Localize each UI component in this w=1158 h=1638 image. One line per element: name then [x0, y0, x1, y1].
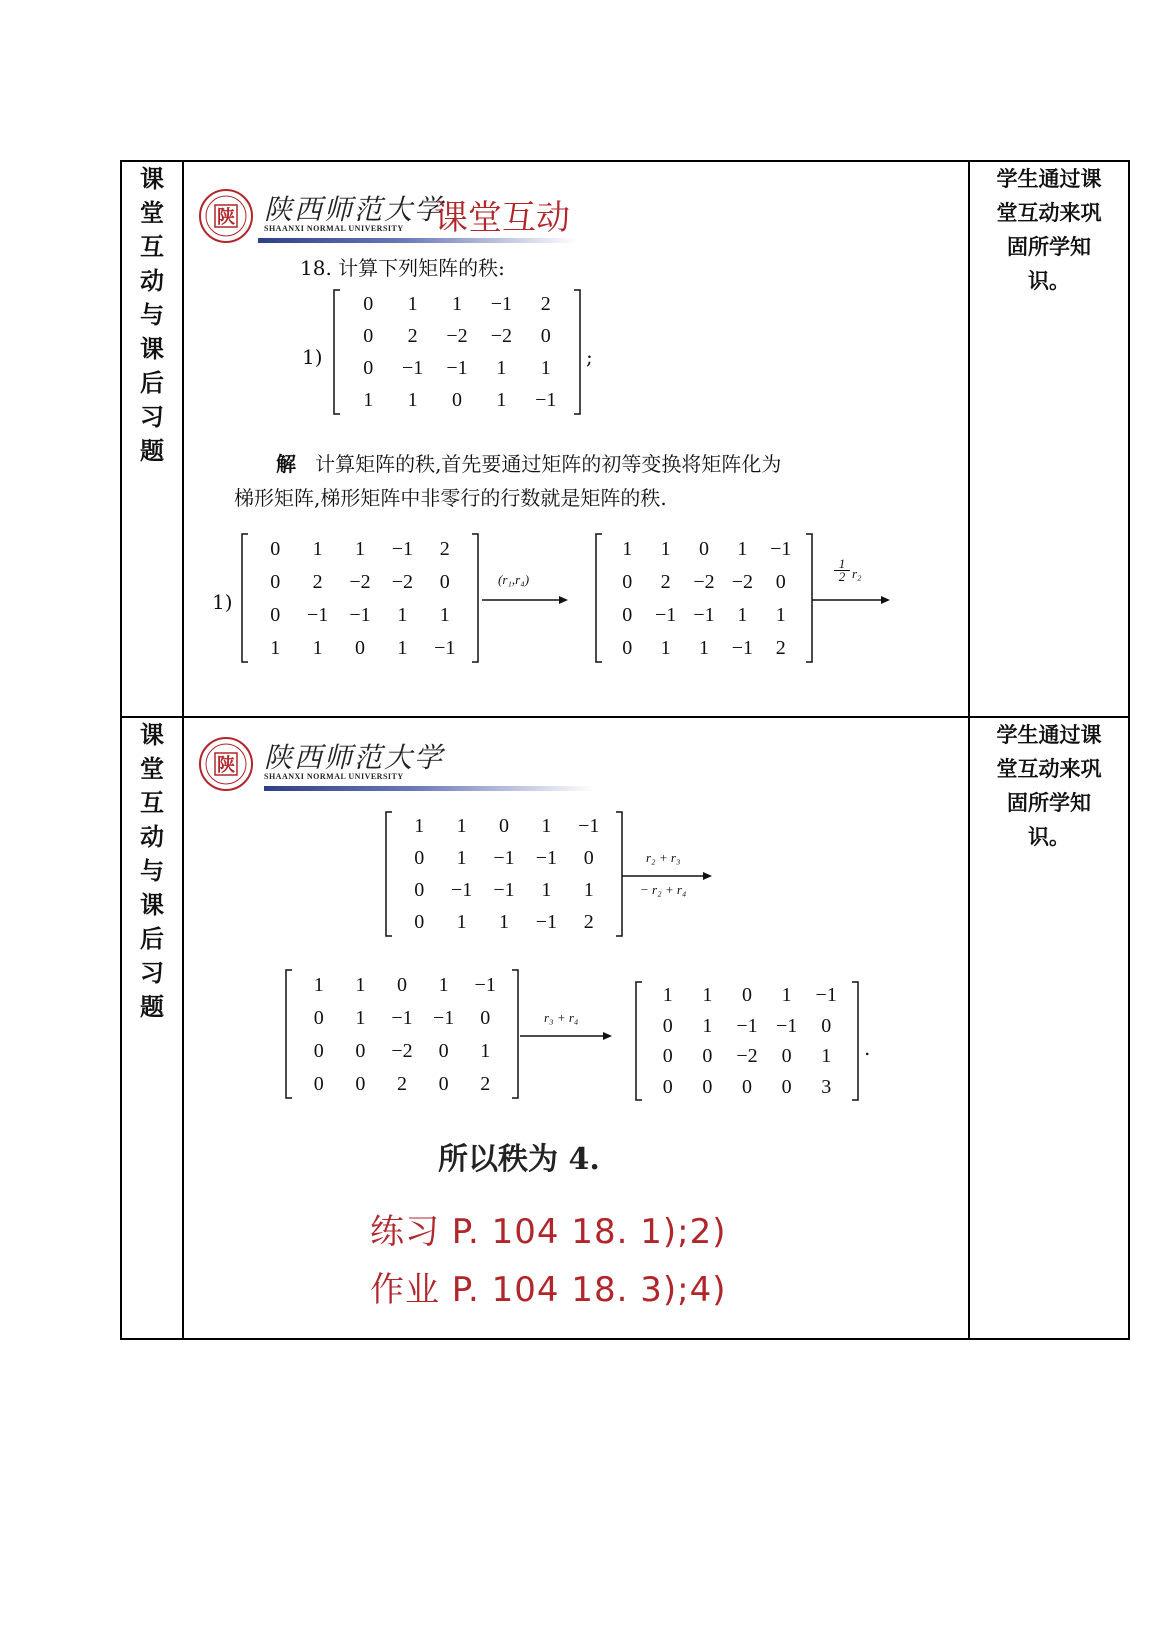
- fraction-numerator: 1: [838, 556, 846, 571]
- matrix-cell: 1: [698, 636, 709, 659]
- matrix-cell: −1: [493, 847, 515, 869]
- transform-label: − r₂ + r₄: [640, 882, 687, 897]
- matrix-cell: −1: [815, 984, 837, 1007]
- note-text: 学生通过课堂互动来巩固所学知识。: [996, 723, 1102, 849]
- matrix-cell: 2: [660, 570, 671, 593]
- left-bracket: [242, 534, 248, 662]
- matrix-cell: 2: [407, 325, 418, 347]
- slide-title: 课堂互动: [434, 198, 570, 238]
- matrix-cell: 1: [541, 815, 552, 837]
- matrix-cell: −2: [391, 570, 414, 593]
- university-name-cn: 陕西师范大学: [264, 741, 445, 774]
- matrix-cell: 1: [702, 984, 713, 1007]
- matrix-cell: 0: [821, 1014, 832, 1037]
- matrix-cell: 1: [355, 973, 366, 996]
- matrix-cell: 1: [480, 1039, 491, 1062]
- matrix-cell: 0: [414, 847, 425, 869]
- matrix-cell: 1: [821, 1045, 832, 1068]
- matrix-cell: 2: [775, 636, 786, 659]
- transform-label: (r₁,r₄): [498, 572, 530, 587]
- matrix-cell: 1: [439, 603, 450, 626]
- transform-label: r₂ + r₃: [646, 850, 681, 865]
- matrix-cell: 1: [407, 293, 418, 315]
- matrix-cell: 1: [496, 357, 507, 379]
- matrix: [240, 532, 480, 664]
- matrix-cell: 1: [312, 537, 323, 560]
- slide-classroom-interaction: [184, 162, 968, 716]
- slide-solution-continued: [184, 718, 968, 1338]
- matrix-cell: 1: [354, 537, 365, 560]
- matrix-cell: 0: [363, 293, 374, 315]
- matrix-cell: 1: [660, 537, 671, 560]
- matrix-cell: 0: [583, 847, 594, 869]
- matrix-cell: 1: [312, 636, 323, 659]
- matrix-cell: 1: [541, 879, 552, 901]
- right-bracket: [512, 970, 518, 1098]
- svg-text:陕: 陕: [217, 755, 235, 776]
- note-cell: [969, 717, 1129, 1339]
- matrix-cell: −1: [535, 911, 558, 933]
- matrix-cell: 0: [781, 1075, 792, 1098]
- slide-cell: [183, 717, 969, 1339]
- matrix-cell: 1: [270, 636, 281, 659]
- matrix-cell: 1: [737, 537, 748, 560]
- conclusion-text: 所以秩为 4.: [438, 1142, 600, 1177]
- matrix-cell: −1: [349, 603, 371, 626]
- step-label: 1): [212, 590, 233, 614]
- matrix-trailing: ;: [586, 345, 593, 369]
- right-bracket: [852, 982, 858, 1100]
- transform-fraction: [834, 558, 850, 583]
- matrix-cell: −2: [731, 570, 754, 593]
- matrix-cell: −1: [401, 357, 424, 379]
- solution-line: 计算矩阵的秩,首先要通过矩阵的初等变换将矩阵化为: [315, 452, 782, 476]
- matrix-cell: 0: [270, 537, 281, 560]
- university-name-en: SHAANXI NORMAL UNIVERSITY: [264, 224, 404, 233]
- left-bracket: [596, 534, 602, 662]
- matrix-cell: 0: [438, 1072, 449, 1095]
- right-bracket: [472, 534, 478, 662]
- left-bracket: [286, 970, 292, 1098]
- matrix-cell: 1: [397, 603, 408, 626]
- matrix-cell: 0: [396, 973, 407, 996]
- matrix: [594, 532, 814, 664]
- matrix-cell: 1: [456, 847, 467, 869]
- row-label: 课堂互动与课后习题: [140, 165, 164, 465]
- matrix-cell: 1: [702, 1014, 713, 1037]
- matrix-cell: 0: [622, 570, 633, 593]
- matrix-cell: 3: [821, 1075, 832, 1098]
- matrix-cell: 1: [456, 911, 467, 933]
- transform-arrow: [812, 592, 890, 606]
- transform-arrow: [482, 592, 568, 606]
- matrix-cell: 1: [496, 389, 507, 411]
- matrix-cell: 0: [662, 1075, 673, 1098]
- transform-arrow: [622, 868, 712, 882]
- matrix-cell: −1: [535, 847, 558, 869]
- matrix-cell: 1: [451, 293, 462, 315]
- transform-arrow: [520, 1028, 612, 1042]
- right-bracket: [574, 290, 580, 414]
- matrix-cell: 0: [622, 603, 633, 626]
- matrix-cell: 0: [313, 1039, 324, 1062]
- matrix-cell: 0: [355, 1039, 366, 1062]
- note-cell: [969, 161, 1129, 717]
- matrix-cell: 0: [355, 1072, 366, 1095]
- matrix-cell: 1: [775, 603, 786, 626]
- transform-label: r₂: [852, 566, 862, 581]
- matrix-cell: −1: [693, 603, 715, 626]
- matrix-cell: 0: [741, 1075, 752, 1098]
- university-name-en: SHAANXI NORMAL UNIVERSITY: [264, 772, 404, 781]
- item-label: 1): [302, 345, 323, 369]
- matrix-cell: −1: [450, 879, 473, 901]
- matrix-cell: 0: [498, 815, 509, 837]
- matrix-cell: −1: [391, 537, 414, 560]
- matrix-cell: 1: [456, 815, 467, 837]
- problem-statement: 18. 计算下列矩阵的秩:: [300, 256, 505, 280]
- matrix-cell: 1: [363, 389, 374, 411]
- matrix: [284, 968, 520, 1100]
- university-seal-icon: [198, 736, 254, 792]
- matrix-cell: −1: [391, 1006, 413, 1029]
- matrix-cell: 1: [438, 973, 449, 996]
- matrix-cell: 0: [702, 1075, 713, 1098]
- svg-text:陕: 陕: [217, 207, 235, 228]
- fraction-denominator: 2: [834, 570, 850, 583]
- matrix-cell: −1: [490, 293, 513, 315]
- matrix-cell: 1: [355, 1006, 366, 1029]
- matrix-cell: 0: [363, 357, 374, 379]
- left-bracket: [386, 812, 392, 936]
- matrix-cell: 0: [662, 1014, 673, 1037]
- matrix-cell: 0: [439, 570, 450, 593]
- note-text: 学生通过课堂互动来巩固所学知识。: [996, 167, 1102, 293]
- matrix-cell: 1: [660, 636, 671, 659]
- left-bracket: [334, 290, 340, 414]
- matrix-cell: 2: [480, 1072, 491, 1095]
- matrix-cell: 0: [480, 1006, 491, 1029]
- matrix-cell: 1: [737, 603, 748, 626]
- university-name-cn: 陕西师范大学: [264, 193, 445, 226]
- university-seal-icon: [198, 188, 254, 244]
- matrix-cell: −1: [731, 636, 754, 659]
- matrix-cell: −2: [446, 325, 468, 347]
- matrix-cell: 2: [583, 911, 594, 933]
- matrix: [634, 980, 860, 1102]
- matrix-cell: 0: [438, 1039, 449, 1062]
- matrix-cell: 1: [414, 815, 425, 837]
- matrix-cell: −2: [349, 570, 371, 593]
- matrix-cell: 1: [397, 636, 408, 659]
- matrix-cell: 0: [781, 1045, 792, 1068]
- matrix-cell: 1: [662, 984, 673, 1007]
- matrix-cell: −1: [432, 1006, 455, 1029]
- matrix-cell: 0: [363, 325, 374, 347]
- matrix-cell: 0: [354, 636, 365, 659]
- matrix-cell: 0: [270, 570, 281, 593]
- table-row: [121, 161, 1129, 717]
- row-label-cell: [121, 717, 183, 1339]
- matrix-cell: 0: [414, 911, 425, 933]
- matrix-cell: 0: [414, 879, 425, 901]
- homework-text: 作业 P. 104 18. 3);4): [370, 1270, 727, 1310]
- matrix-cell: 0: [451, 389, 462, 411]
- matrix-cell: 1: [540, 357, 551, 379]
- matrix-cell: −1: [775, 1014, 798, 1037]
- solution-head: 解: [276, 452, 296, 476]
- matrix-cell: 0: [662, 1045, 673, 1068]
- matrix-cell: −1: [446, 357, 468, 379]
- matrix-cell: −2: [693, 570, 715, 593]
- matrix-cell: 0: [540, 325, 551, 347]
- matrix: [384, 810, 624, 938]
- matrix-cell: 1: [313, 973, 324, 996]
- matrix-cell: 1: [498, 911, 509, 933]
- matrix-cell: −2: [490, 325, 513, 347]
- matrix-cell: −1: [306, 603, 329, 626]
- matrix: [332, 288, 582, 416]
- matrix-cell: 1: [622, 537, 633, 560]
- matrix-cell: 2: [312, 570, 323, 593]
- matrix-cell: −1: [535, 389, 557, 411]
- transform-label: r₃ + r₄: [544, 1010, 579, 1025]
- matrix-cell: 0: [702, 1045, 713, 1068]
- matrix-cell: −1: [770, 537, 792, 560]
- matrix-cell: 0: [741, 984, 752, 1007]
- matrix-cell: −1: [736, 1014, 758, 1037]
- matrix-cell: 2: [439, 537, 450, 560]
- row-label-cell: [121, 161, 183, 717]
- matrix-cell: −1: [654, 603, 677, 626]
- matrix-cell: −1: [493, 879, 515, 901]
- matrix-cell: 2: [540, 293, 551, 315]
- exercise-text: 练习 P. 104 18. 1);2): [370, 1212, 727, 1252]
- matrix-cell: −1: [474, 973, 496, 996]
- matrix-cell: 2: [396, 1072, 407, 1095]
- matrix-cell: 0: [313, 1072, 324, 1095]
- lesson-table: [120, 160, 1130, 1340]
- left-bracket: [636, 982, 642, 1100]
- matrix-cell: 0: [313, 1006, 324, 1029]
- matrix-cell: 0: [698, 537, 709, 560]
- matrix-cell: 0: [775, 570, 786, 593]
- table-row: [121, 717, 1129, 1339]
- matrix-cell: 0: [622, 636, 633, 659]
- matrix-cell: −2: [736, 1045, 758, 1068]
- matrix-cell: 1: [583, 879, 594, 901]
- matrix-cell: 1: [407, 389, 418, 411]
- header-bar: [264, 786, 594, 791]
- matrix-cell: −1: [434, 636, 456, 659]
- matrix-cell: 0: [270, 603, 281, 626]
- matrix-trailing: .: [864, 1036, 871, 1060]
- solution-paragraph: [276, 448, 876, 477]
- matrix-cell: −1: [578, 815, 600, 837]
- row-label: 课堂互动与课后习题: [140, 721, 164, 1021]
- slide-cell: [183, 161, 969, 717]
- matrix-cell: −2: [391, 1039, 413, 1062]
- matrix-cell: 1: [781, 984, 792, 1007]
- solution-line: 梯形矩阵,梯形矩阵中非零行的行数就是矩阵的秩.: [234, 486, 667, 510]
